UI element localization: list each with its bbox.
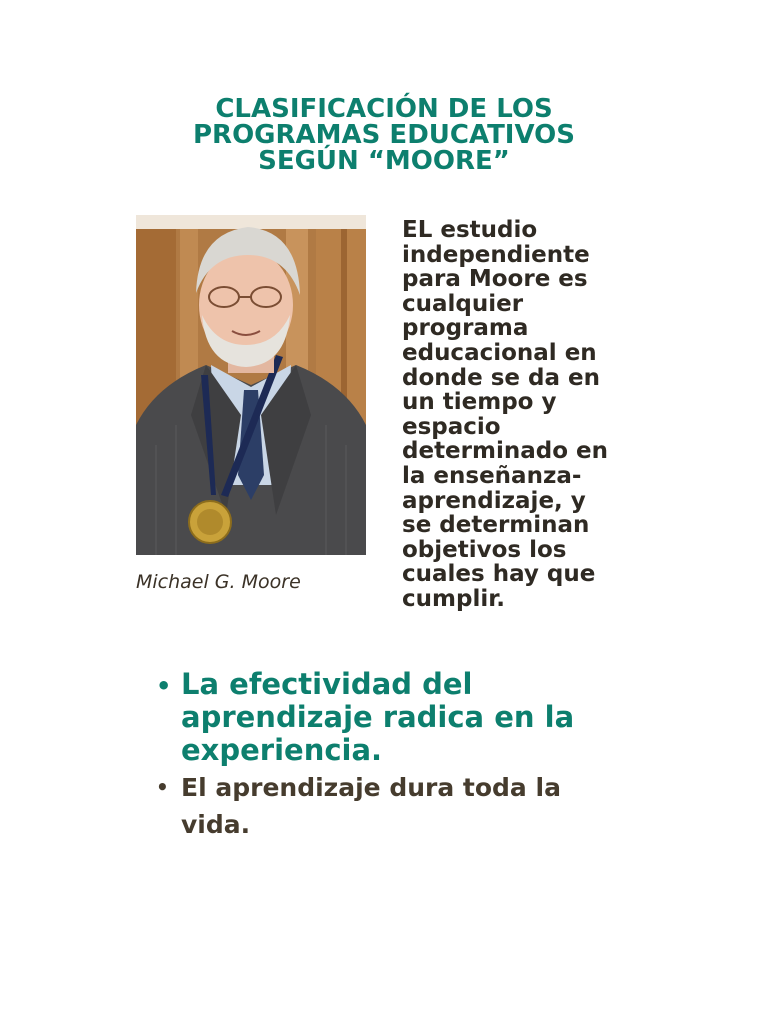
paragraph-line: un tiempo y — [402, 389, 557, 416]
bullet-dot-icon: • — [156, 775, 169, 799]
bullet-line: aprendizaje radica en la — [181, 700, 575, 734]
bullet-line: experiencia. — [181, 733, 383, 767]
paragraph-line: aprendizaje, y — [402, 487, 586, 514]
title-line: SEGÚN “MOORE” — [258, 146, 510, 176]
bullet-line: vida. — [181, 810, 251, 839]
paragraph-line: cuales hay que — [402, 561, 596, 588]
portrait-photo — [136, 215, 366, 555]
bullet-line: El aprendizaje dura toda la — [181, 773, 561, 802]
paragraph-line: cumplir. — [402, 585, 506, 612]
title-line: PROGRAMAS EDUCATIVOS — [193, 120, 575, 150]
paragraph-line: independiente — [402, 241, 590, 268]
bullet-item — [156, 668, 656, 767]
bullet-item — [156, 769, 656, 843]
paragraph-line: educacional en — [402, 339, 597, 366]
paragraph-line: se determinan — [402, 512, 590, 539]
paragraph-line: la enseñanza- — [402, 462, 582, 489]
paragraph-line: determinado en — [402, 438, 608, 465]
paragraph-line: cualquier — [402, 290, 524, 317]
paragraph-line: espacio — [402, 413, 501, 440]
photo-caption: Michael G. Moore — [136, 571, 301, 593]
paragraph-line: programa — [402, 315, 529, 342]
description-paragraph — [402, 218, 652, 612]
page-title — [0, 96, 768, 174]
bullet-line: La efectividad del — [181, 667, 473, 701]
paragraph-line: objetivos los — [402, 536, 567, 563]
paragraph-line: donde se da en — [402, 364, 600, 391]
title-line: CLASIFICACIÓN DE LOS — [215, 94, 553, 124]
paragraph-line: para Moore es — [402, 266, 588, 293]
bullet-list — [156, 668, 656, 843]
paragraph-line: EL estudio — [402, 217, 538, 243]
bullet-dot-icon: • — [156, 672, 172, 700]
